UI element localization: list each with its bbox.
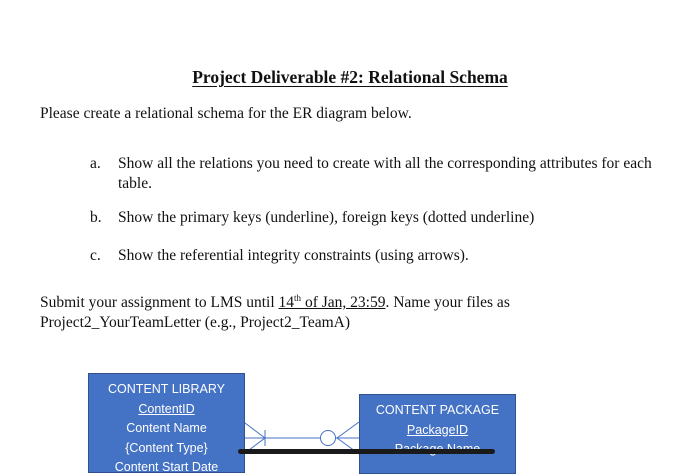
crows-foot-mark-left <box>245 423 265 438</box>
item-marker: a. <box>90 155 101 172</box>
item-marker: c. <box>90 247 101 264</box>
content-package-entity <box>359 394 516 474</box>
entity-name: CONTENT LIBRARY <box>108 382 225 396</box>
item-text: Show all the relations you need to create with all the corresponding attributes for each table. <box>118 155 652 192</box>
deadline-day: 14 <box>278 294 295 311</box>
primary-key-attribute: ContentID <box>138 401 195 416</box>
submit-text-after: . Name your files as <box>385 294 510 311</box>
entity-name: CONTENT PACKAGE <box>375 403 500 417</box>
entity-attribute: Content Name <box>126 421 207 435</box>
primary-key-attribute: PackageID <box>406 422 469 437</box>
deadline-rest: of Jan, 23:59 <box>301 294 386 311</box>
file-name-instructions: Project2_YourTeamLetter (e.g., Project2_TeamA) <box>40 314 351 331</box>
intro-text: Please create a relational schema for the ER diagram below. <box>40 105 412 122</box>
horizontal-scrollbar[interactable] <box>238 449 495 454</box>
submit-text: Submit your assignment to LMS until <box>40 294 279 311</box>
item-text: Show the primary keys (underline), foreign keys (dotted underline) <box>118 209 535 226</box>
entity-attribute: {Content Type} <box>125 440 208 455</box>
content-library-entity <box>88 373 245 473</box>
item-marker: b. <box>90 209 102 226</box>
optional-circle-mark <box>321 431 336 446</box>
item-text: Show the referential integrity constraints (using arrows). <box>118 247 469 264</box>
submission-instructions <box>40 293 680 333</box>
page-title: Project Deliverable #2: Relational Schema <box>192 67 508 87</box>
deadline-date <box>279 294 386 311</box>
entity-attribute: Content Start Date <box>114 460 219 473</box>
crows-foot-mark-right <box>337 422 359 438</box>
deadline-suffix: th <box>294 292 302 303</box>
